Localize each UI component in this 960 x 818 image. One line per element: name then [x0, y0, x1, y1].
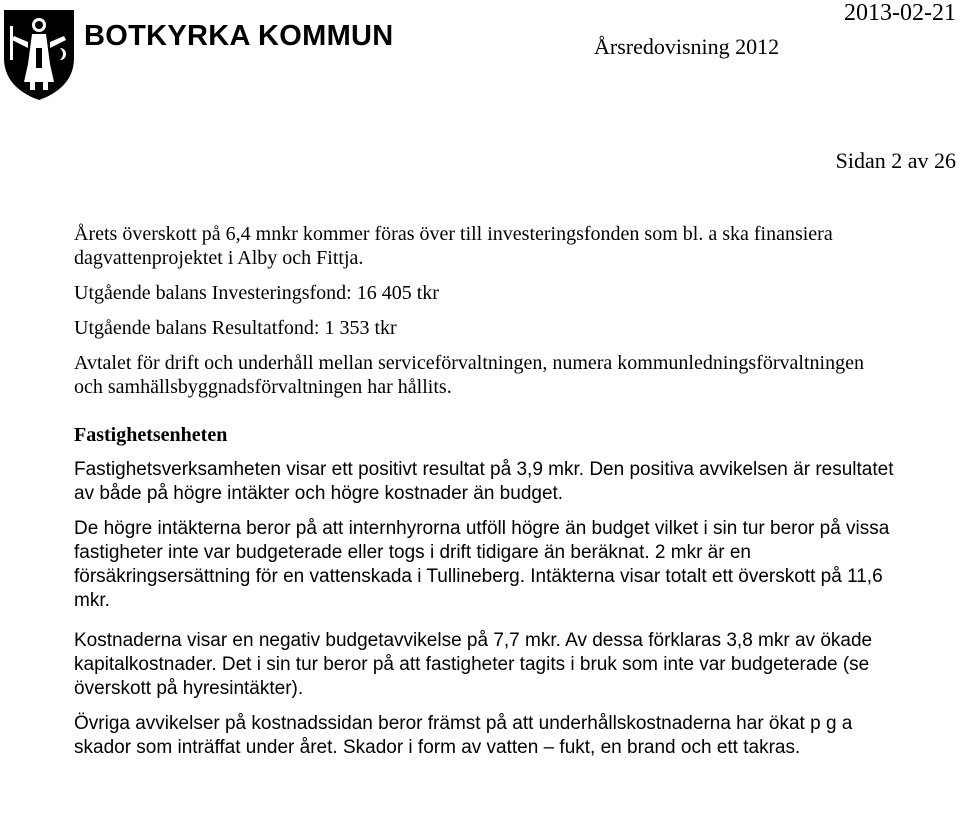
paragraph-property-result: Fastighetsverksamheten visar ett positivt resultat på 3,9 mkr. Den positiva avvikelsen är resultatet av både på högre intäkter och högre kostnader än budget. — [74, 459, 894, 504]
paragraph-agreement: Avtalet för drift och underhåll mellan serviceförvaltningen, numera kommunledningsförvaltningen och samhällsbyggnadsförvaltningen har hållits. — [74, 352, 864, 398]
report-title: Årsredovisning 2012 — [594, 34, 780, 59]
document-body — [74, 222, 894, 771]
page-number: Sidan 2 av 26 — [835, 148, 956, 173]
coat-of-arms-icon — [2, 8, 76, 102]
paragraph-revenue: De högre intäkterna beror på att internhyrorna utföll högre än budget vilket i sin tur beror på vissa fastigheter inte var budgeterade eller togs i drift tidigare än beräknat. 2 mkr är en försäkringsersättning för en vattenskada i Tullineberg. Intäkterna visar totalt ett överskott på 11,6 mkr. — [74, 518, 890, 611]
report-date: 2013-02-21 — [844, 0, 956, 26]
paragraph-investment-fund: Utgående balans Investeringsfond: 16 405 tkr — [74, 282, 439, 304]
paragraph-other-deviations: Övriga avvikelser på kostnadssidan beror främst på att underhållskostnaderna har ökat p g a skador som inträffat under året. Skador i form av vatten – fukt, en brand och ett takras. — [74, 713, 853, 758]
paragraph-surplus: Årets överskott på 6,4 mnkr kommer föras över till investeringsfonden som bl. a ska finansiera dagvattenprojektet i Alby och Fittja. — [74, 223, 833, 269]
paragraph-result-fund: Utgående balans Resultatfond: 1 353 tkr — [74, 317, 397, 339]
paragraph-costs: Kostnaderna visar en negativ budgetavvikelse på 7,7 mkr. Av dessa förklaras 3,8 mkr av ökade kapitalkostnader. Det i sin tur beror på att fastigheter tagits i bruk som inte var budgeterade (se överskott på hyresintäkter). — [74, 630, 873, 699]
organization-name: BOTKYRKA KOMMUN — [84, 20, 394, 52]
section-heading: Fastighetsenheten — [74, 424, 228, 446]
